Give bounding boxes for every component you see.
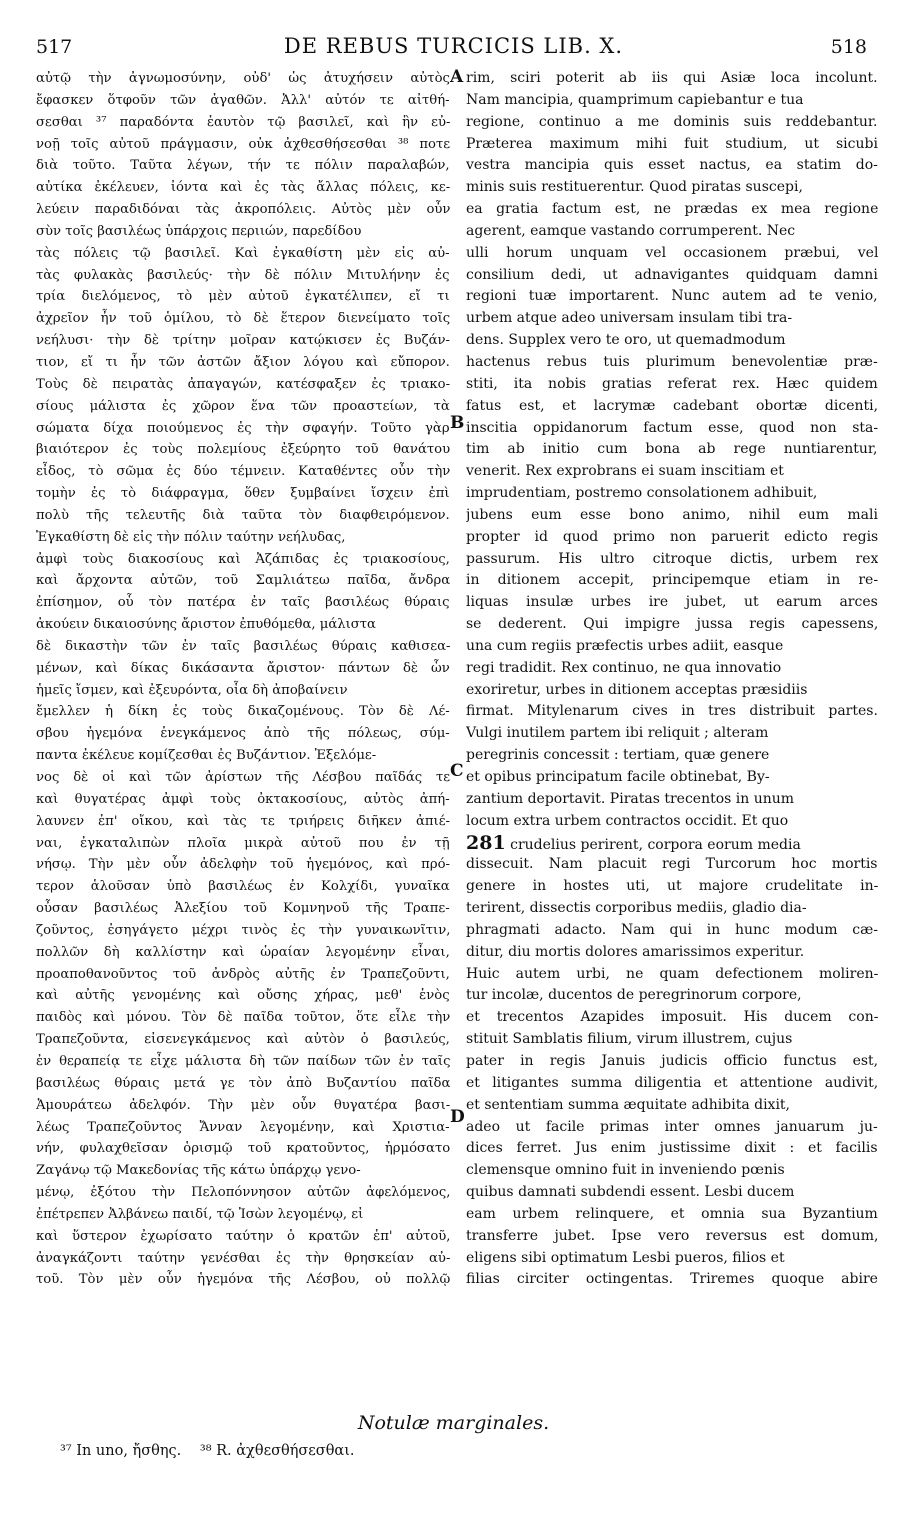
latin-text-line: dens. Supplex vero te oro, ut quemadmodum <box>466 332 786 349</box>
greek-text-line: ἐπέτρεπεν Ἀλβάνεω παιδί, τῷ Ἰσὼν λεγομένῳ, εἰ <box>36 1206 364 1222</box>
latin-text-line: peregrinis concessit : tertiam, quæ genere <box>466 747 770 764</box>
greek-text-line: προαποθανοῦντος τοῦ ἀνδρὸς αὐτῆς ἐν Τραπεζοῦντι, <box>36 966 450 982</box>
greek-text-line: ἀμφὶ τοὺς διακοσίους καὶ Ἀζάπιδας ἐς τριακοσίους, <box>36 551 450 567</box>
greek-text-line: Τραπεζοῦντα, εἰσενεγκάμενος καὶ αὐτὸν ὁ βασιλεύς, <box>36 1032 450 1048</box>
greek-text-line: βασιλέως θύραις μετά γε τὸν ἀπὸ Βυζαντίου παῖδα <box>36 1075 450 1091</box>
greek-text-line: λεύειν παραδιδόναι τὰς ἀκροπόλεις. Αὐτὸς μὲν οὖν <box>36 202 450 218</box>
greek-text-line: σβου ἡγεμόνα ἐνεγκάμενος ἀπὸ τῆς πόλεως, σύμ- <box>36 726 450 742</box>
greek-text-line: νήν, φυλαχθεῖσαν ὁρισμῷ τοῦ κρατοῦντος, ἡρμόσατο <box>36 1141 450 1157</box>
latin-text-line: minis suis restituerentur. Quod piratas suscepi, <box>466 179 803 196</box>
latin-text-line: Huic autem urbi, ne quam defectionem moliren- <box>466 965 878 982</box>
latin-text-line: hactenus rebus tuis plurimum benevolentiæ præ- <box>466 353 878 370</box>
greek-text-line: δὲ δικαστὴν τῶν ἐν ταῖς βασιλέως θύραις καθισεα- <box>36 638 450 654</box>
section-marker-a: A <box>450 67 464 87</box>
running-header <box>0 30 907 64</box>
greek-text-line: διὰ τοῦτο. Ταῦτα λέγων, τήν τε πόλιν παραλαβών, <box>36 158 450 174</box>
greek-text-line: λέως Τραπεζοῦντος Ἄνναν λεγομένην, καὶ Χριστια- <box>36 1119 450 1135</box>
latin-text-line: liquas insulæ urbes ire jubet, ut earum arces <box>466 594 878 611</box>
latin-text-line: dices ferret. Jus enim justissime dixit : et facilis <box>466 1140 878 1157</box>
greek-text-line: ἀχρεῖον ἦν τοῦ ὁμίλου, τὸ δὲ ἕτερον διενείματο τοῖς <box>36 311 450 327</box>
greek-text-line: Ζαγάνῳ τῷ Μακεδονίας τῆς κάτω ὑπάρχῳ γενο- <box>36 1163 361 1179</box>
greek-text-line: Ἐγκαθίστη δὲ εἰς τὴν πόλιν ταύτην νεήλυδας, <box>36 529 346 545</box>
latin-text-line: et sententiam summa æquitate adhibita dixit, <box>466 1096 791 1113</box>
greek-text-line: ἐν θεραπείᾳ τε εἶχε μάλιστα δὴ τῶν παίδων τῶν ἐν ταῖς <box>36 1053 450 1069</box>
latin-text-line: dissecuit. Nam placuit regi Turcorum hoc mortis <box>466 856 878 873</box>
greek-text-line: νος δὲ οἱ καὶ τῶν ἀρίστων τῆς Λέσβου παῖδάς τε <box>36 770 450 785</box>
latin-text-line: eam urbem relinquere, et omnia sua Byzantium <box>466 1205 878 1222</box>
greek-text-line: μένων, καὶ δίκας δικάσαντα ἄριστον· πάντων δὲ ὧν <box>36 660 450 676</box>
latin-text-line: Præterea maximum mihi fuit studium, ut sicubi <box>466 135 878 152</box>
latin-text-line: rim, sciri poterit ab iis qui Asiæ loca incolunt. <box>466 70 878 86</box>
latin-text-line: regione, continuo a me dominis suis reddebantur. <box>466 113 878 130</box>
latin-text-line: ditur, diu mortis dolores amarissimos experitur. <box>466 943 805 960</box>
greek-text-line: τὰς φυλακὰς βασιλεύς· τὴν δὲ πόλιν Μιτυλήνην ἐς <box>36 267 450 283</box>
latin-text-line: 281 crudelius perirent, corpora eorum media <box>466 832 801 854</box>
greek-text-line: νοῇ τοῖς αὐτοῦ πράγμασιν, οὐκ ἀχθεσθήσεσθαι ³⁸ ποτε <box>36 136 450 152</box>
latin-text-line: urbem atque adeo universam insulam tibi tra- <box>466 310 793 327</box>
greek-text-line: τιον, εἴ τι ἦν τῶν ἀστῶν ἄξιον λόγου καὶ εὔπορον. <box>36 354 450 370</box>
latin-text-line: ulli horum unquam vel occasionem præbui, vel <box>466 244 878 261</box>
marginal-notes <box>60 1443 369 1459</box>
latin-text-line: et litigantes summa diligentia et attentione audivit, <box>466 1074 878 1091</box>
greek-text-line: ἀναγκάζοντι ταύτην γενέσθαι ἐς τὴν θρησκείαν αὐ- <box>36 1250 450 1266</box>
page-number-right: 518 <box>830 36 867 58</box>
latin-text-line: regioni tuæ importarent. Nunc autem ad te venio, <box>466 288 878 305</box>
latin-text-line: quibus damnati subdendi essent. Lesbi ducem <box>466 1184 795 1201</box>
latin-text-line: una cum regiis præfectis urbes adiit, easque <box>466 637 784 654</box>
greek-text-line: καὶ αὐτῆς γενομένης καὶ οὔσης χήρας, μεθ' ἑνὸς <box>36 988 450 1004</box>
latin-text-line: fatus est, et lacrymæ cadebant obortæ dicenti, <box>466 397 878 414</box>
latin-text-column <box>466 68 878 1418</box>
latin-text-line: regi tradidit. Rex continuo, ne qua innovatio <box>466 659 782 676</box>
latin-text-line: adeo ut facile primas inter omnes januarum ju- <box>466 1118 878 1135</box>
latin-text-line: terirent, dissectis corporibus mediis, gladio dia- <box>466 900 807 917</box>
latin-text-line: in ditionem accepit, principemque etiam in re- <box>466 572 878 589</box>
greek-text-line: αὐτίκα ἐκέλευεν, ἰόντα καὶ ἐς τὰς ἄλλας πόλεις, κε- <box>36 180 450 196</box>
latin-text-line: passurum. His ultro citroque dictis, urbem rex <box>466 550 878 567</box>
latin-text-line: eligens sibi optimatum Lesbi pueros, filios et <box>466 1249 785 1266</box>
latin-text-line: propter id quod primo non paruerit edicto regis <box>466 528 878 545</box>
latin-text-line: exoriretur, urbes in ditionem acceptas præsidiis <box>466 681 808 698</box>
greek-text-line: καὶ θυγατέρας ἀμφὶ τοὺς ὀκτακοσίους, αὐτὸς ἀπή- <box>36 791 450 807</box>
greek-text-line: βιαιότερον ἐς τοὺς πολεμίους ἐξεύρητο τοῦ θανάτου <box>36 442 450 458</box>
greek-text-line: λαυνεν ἐπ' οἴκου, καὶ τὰς τε τριήρεις διῆκεν ἀπιέ- <box>36 813 450 829</box>
latin-text-line: ea gratia factum est, ne prædas ex mea regione <box>466 201 878 218</box>
greek-text-line: ἡμεῖς ἴσμεν, καὶ ἐξευρόντα, οἷα δὴ ἀποβαίνειν <box>36 682 348 698</box>
greek-text-line: οὖσαν βασιλέως Ἀλεξίου τοῦ Κομνηνοῦ τῆς Τραπε- <box>36 901 450 917</box>
greek-text-line: τὰς πόλεις τῷ βασιλεῖ. Καὶ ἐγκαθίστη μὲν εἰς αὐ- <box>36 245 450 261</box>
latin-text-line: et trecentos Azapides imposuit. His ducem con- <box>466 1009 878 1026</box>
page-number-left: 517 <box>36 36 73 58</box>
latin-text-line: se dederent. Qui impigre jussa regis capessens, <box>466 616 878 633</box>
marginal-note: ³⁸ R. ἀχθεσθήσεσθαι. <box>199 1443 355 1459</box>
latin-text-line: Nam mancipia, quamprimum capiebantur e tua <box>466 91 804 108</box>
greek-text-line: ἔφασκεν ὅτφοῦν τῶν ἀγαθῶν. Ἀλλ' αὐτόν τε αἰτθή- <box>36 92 450 108</box>
greek-text-line: τερον ἁλοῦσαν ὑπὸ βασιλέως ἐν Κολχίδι, γυναῖκα <box>36 879 450 895</box>
latin-text-line: Vulgi inutilem partem ibi reliquit ; alteram <box>466 725 769 742</box>
latin-text-line: genere in hostes uti, ut majore crudelitate in- <box>466 878 878 895</box>
greek-text-line: ἀκούειν δικαιοσύνης ἄριστον ἐπυθόμεθα, μάλιστα <box>36 617 376 633</box>
latin-text-line: zantium deportavit. Piratas trecentos in unum <box>466 790 795 807</box>
greek-text-line: νήσῳ. Τὴν μὲν οὖν ἀδελφὴν τοῦ ἡγεμόνος, καὶ πρό- <box>36 857 450 873</box>
running-title: DE REBUS TURCICIS LIB. X. <box>283 34 624 58</box>
greek-text-line: καὶ ὕστερον ἐχωρίσατο ταύτην ὁ κρατῶν ἐπ' αὐτοῦ, <box>36 1228 450 1244</box>
latin-text-line: imprudentiam, postremo consolationem adhibuit, <box>466 485 818 502</box>
greek-text-line: σὺν τοῖς βασιλέως ὑπάρχοις περιιών, παρεδίδου <box>36 223 362 239</box>
latin-text-line: tim ab initio cum bona ab rege nuntiarentur, <box>466 441 878 458</box>
notes-title: Notulæ marginales. <box>357 1412 550 1434</box>
marginal-note: ³⁷ In uno, ἤσθης. <box>60 1443 182 1459</box>
latin-text-line: tur incolæ, ducentos de peregrinorum corpore, <box>466 987 802 1004</box>
greek-text-line: πολὺ τῆς τελευτῆς διὰ ταῦτα τὸν διαφθειρόμενον. <box>36 507 450 523</box>
greek-text-line: τοῦ. Τὸν μὲν οὖν ἡγεμόνα τῆς Λέσβου, οὐ πολλῷ <box>36 1272 450 1288</box>
greek-text-line: τομὴν ἐς τὸ διάφραγμα, ὅθεν ξυμβαίνει ἴσχειν ἐπὶ <box>36 486 450 502</box>
latin-text-line: filias circiter octingentas. Triremes quoque abire <box>466 1271 878 1288</box>
latin-text-line: agerent, eamque vastando corrumperent. Nec <box>466 222 796 239</box>
greek-text-line: πολλῶν δὴ καλλίστην καὶ ὡραίαν λεγομένην εἶναι, <box>36 944 450 960</box>
latin-text-line: phragmati adacto. Nam qui in hunc modum cæ- <box>466 921 878 938</box>
latin-text-line: stituit Samblatis filium, virum illustrem, cujus <box>466 1031 793 1048</box>
section-marker-c: C <box>450 761 464 781</box>
greek-text-line: μένῳ, ἐξότου τὴν Πελοπόννησον αὐτῶν ἀφελόμενος, <box>36 1185 450 1201</box>
greek-text-line: σώματα δίχα ποιούμενος ἐς τὴν σφαγήν. Τοῦτο γὰρ <box>36 420 450 436</box>
greek-text-line: εἶδος, τὸ σῶμα ἐς δύο τέμνειν. Καταθέντες οὖν τὴν <box>36 464 450 480</box>
greek-text-line: Τοὺς δὲ πειρατὰς ἀπαγαγών, κατέσφαξεν ἐς τριακο- <box>36 376 450 392</box>
greek-text-line: ζοῦντος, ἐσηγάγετο μέχρι τινὸς ἐς τὴν γυναικωνῖτιν, <box>36 922 450 938</box>
latin-text-line: venerit. Rex exprobrans ei suam inscitiam et <box>466 463 784 480</box>
greek-text-line: ναι, ἐγκαταλιπὼν πλοῖα μικρὰ αὐτοῦ που ἐν τῇ <box>36 835 450 851</box>
section-marker-d: D <box>450 1107 465 1127</box>
latin-text-line: vestra mancipia quis esset nactus, ea statim do- <box>466 157 878 174</box>
greek-text-line: παντα ἐκέλευε κομίζεσθαι ἐς Βυζάντιον. Ἐξελόμε- <box>36 748 377 764</box>
latin-text-line: pater in regis Januis judicis officio functus est, <box>466 1052 878 1069</box>
greek-text-line: παιδὸς καὶ μόνου. Τὸν δὲ παῖδα τοῦτον, ὅτε εἷλε τὴν <box>36 1010 450 1026</box>
section-marker-b: B <box>450 413 465 433</box>
greek-text-line: νεήλυσι· τὴν δὲ τρίτην μοῖραν κατῴκισεν ἐς Βυζάν- <box>36 333 450 349</box>
latin-text-line: jubens eum esse bono animo, nihil eum mali <box>466 506 878 523</box>
greek-text-line: ἔμελλεν ἡ δίκη ἐς τοὺς δικαζομένους. Τὸν δὲ Λέ- <box>36 704 450 720</box>
latin-text-line: consilium dedi, ut adnavigantes quidquam damni <box>466 266 878 283</box>
page-reference-number: 281 <box>466 832 506 854</box>
latin-text-line: inscitia oppidanorum factum esse, quod non sta- <box>466 419 878 436</box>
greek-text-line: αὐτῷ τὴν ἀγνωμοσύνην, οὐδ' ὡς ἀτυχήσειν αὐτὸς <box>36 71 450 86</box>
greek-text-column <box>36 68 450 1418</box>
greek-text-line: Ἀμουράτεω ἀδελφόν. Τὴν μὲν οὖν θυγατέρα βασι- <box>36 1097 450 1113</box>
greek-text-line: καὶ ἄρχοντα αὐτῶν, τοῦ Σαμλιάτεω παῖδα, ἄνδρα <box>36 573 450 589</box>
latin-text-line: et opibus principatum facile obtinebat, By- <box>466 769 770 785</box>
latin-text-line: firmat. Mitylenarum cives in tres distribuit partes. <box>466 703 878 720</box>
greek-text-line: σεσθαι ³⁷ παραδόντα ἑαυτὸν τῷ βασιλεῖ, καὶ ἣν εὐ- <box>36 114 450 130</box>
latin-text-line: locum extra urbem contractos occidit. Et quo <box>466 812 789 829</box>
greek-text-line: τρία διελόμενος, τὸ μὲν αὐτοῦ ἐγκατέλιπεν, εἴ τι <box>36 289 450 305</box>
latin-text-line: clemensque omnino fuit in inveniendo pœnis <box>466 1162 785 1179</box>
greek-text-line: σίους μάλιστα ἐς χῶρον ἕνα τῶν προαστείων, τὰ <box>36 398 450 414</box>
greek-text-line: ἐπίσημον, οὗ τὸν πατέρα ἐν ταῖς βασιλέως θύραις <box>36 595 450 611</box>
latin-text-line: transferre jubet. Ipse vero reversus est domum, <box>466 1227 878 1244</box>
latin-text-line: stiti, ita nobis gratias referat rex. Hæc quidem <box>466 375 878 392</box>
